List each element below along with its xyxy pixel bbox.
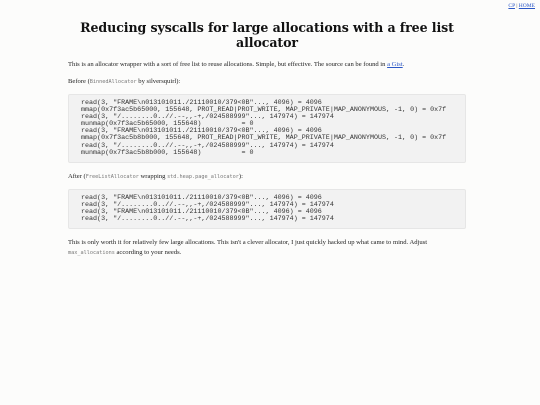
after-strace-block [68, 189, 466, 229]
after-suffix: ): [238, 172, 243, 180]
conclusion-paragraph [68, 238, 466, 258]
page-allocator-code: std.heap.page_allocator [167, 173, 239, 180]
after-line-1: read(3, "FRAME\n013101011./21110010/379<0B"..., 4096) = 4096 [81, 193, 322, 202]
gist-link[interactable]: a Gist [387, 61, 403, 68]
before-line-5: read(3, "FRAME\n013101011./21110010/379<0B"..., 4096) = 4096 [81, 127, 322, 136]
intro-end: . [402, 61, 405, 68]
freelist-allocator-code: FreeListAllocator [85, 173, 139, 180]
before-line-6: mmap(0x7f3ac5b8b000, 155648, PROT_READ|PROT_WRITE, MAP_PRIVATE|MAP_ANONYMOUS, -1, 0) = 0x7f [81, 134, 447, 143]
binned-allocator-code: BinnedAllocator [89, 79, 137, 85]
before-line-7: read(3, "/........0..//.--,,-+,/024588999"..., 147974) = 147974 [81, 141, 334, 150]
after-prefix: After ( [68, 172, 86, 180]
after-middle: wrapping [138, 172, 168, 180]
nav-separator: | [516, 3, 518, 9]
home-link[interactable]: HOME [518, 3, 535, 9]
before-line-2: mmap(0x7f3ac5b65000, 155648, PROT_READ|PROT_WRITE, MAP_PRIVATE|MAP_ANONYMOUS, -1, 0) = 0x7f [81, 106, 447, 115]
after-line-2: read(3, "/........0..//.--,,-+,/024588999"..., 147974) = 147974 [81, 200, 334, 209]
before-line-4: munmap(0x7f3ac5b65000, 155648) = 0 [81, 120, 254, 129]
before-line-1: read(3, "FRAME\n013101011./21110010/379<0B"..., 4096) = 4096 [81, 99, 322, 107]
conclusion-text: This is only worth it for relatively few large allocations. This isn't a clever allocator, I just quickly hacked up what came to mind. Adjust [68, 239, 428, 247]
before-line-8: munmap(0x7f3ac5b8b000, 155648) = 0 [81, 148, 254, 157]
after-line-3: read(3, "FRAME\n013101011./21110010/379<0B"..., 4096) = 4096 [81, 207, 322, 216]
cp-link[interactable]: CP [508, 3, 515, 9]
top-nav [508, 3, 535, 9]
max-allocations-code: max_allocations [68, 250, 115, 257]
conclusion-end: according to your needs. [114, 249, 182, 257]
before-prefix: Before ( [68, 78, 90, 85]
before-heading [68, 77, 466, 87]
after-line-4: read(3, "/........0..//.--,,-+,/024588999"..., 147974) = 147974 [81, 215, 334, 224]
intro-paragraph [68, 60, 466, 70]
after-heading [68, 172, 466, 182]
before-strace-block [68, 94, 466, 163]
before-suffix: by silversquirl): [136, 78, 181, 85]
article [68, 20, 466, 265]
intro-text: This is an allocator wrapper with a sort of free list to reuse allocations. Simple, but effective. The source can be found in [68, 61, 388, 68]
page-title: Reducing syscalls for large allocations with a free list allocator [80, 20, 454, 50]
before-line-3: read(3, "/........0..//.--,,-+,/024588999"..., 147974) = 147974 [81, 113, 334, 122]
